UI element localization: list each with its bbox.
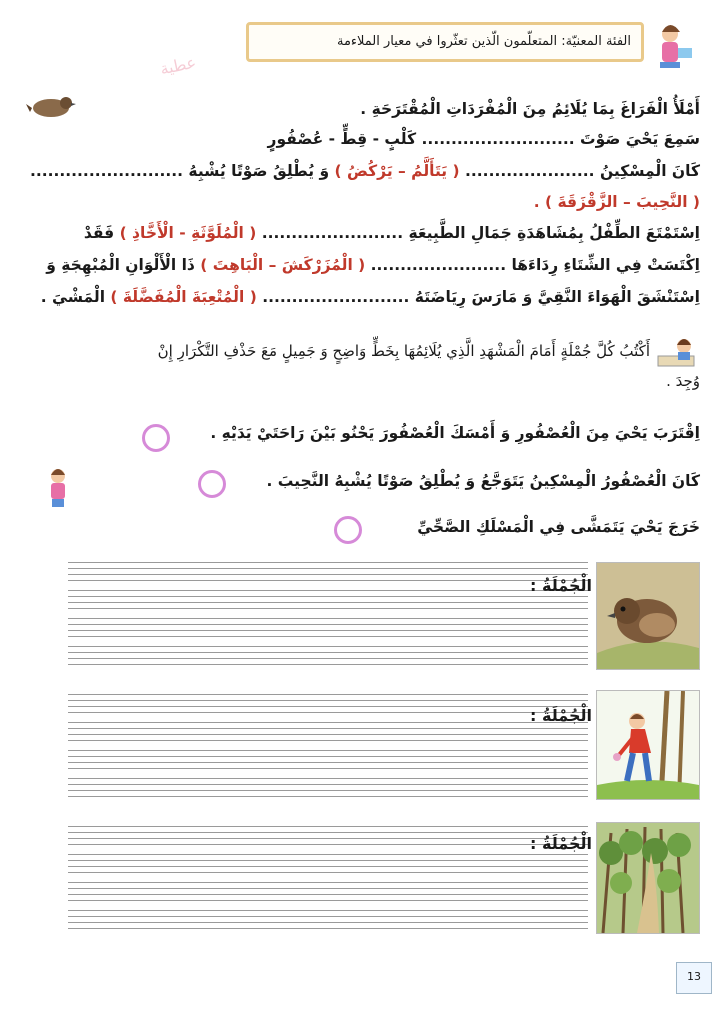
line4-part-a: اِسْتَمْتَعَ الطِّفْلُ بِمُشَاهَدَةِ جَمَالِ الطَّبِيعَةِ ........................ <box>261 224 700 242</box>
exercise1-line5 <box>46 256 700 274</box>
target-group-text: الفئة المعنيّة: المتعلّمون الّذين تعثّروا في معيار الملاءمة <box>336 34 631 49</box>
page-number: 13 <box>676 962 712 994</box>
exercise1-line4 <box>84 224 700 242</box>
sparrow-icon <box>26 90 76 124</box>
exercise1-line6 <box>41 288 700 306</box>
girl-reading-icon <box>648 20 698 90</box>
line5-part-b: ذَا الْأَلْوَانِ الْمُبْهِجَةِ وَ <box>46 256 195 274</box>
exercise2-instruction-1: أَكْتُبُ كُلَّ جُمْلَةٍ أَمَامَ الْمَشْهَدِ الَّذِي يُلَائِمُهَا بِخَطٍّ وَاضِحٍ وَ جَمِيلٍ مَعَ حَذْفِ التَّكْرَارِ إِنْ <box>157 342 650 360</box>
sentence-1: اِقْتَرَبَ يَحْيَ مِنَ الْعُصْفُورِ وَ أَمْسَكَ الْعُصْفُورَ يَحْنُو بَيْنَ رَاحَتَيْ يَدَيْهِ . <box>210 424 700 442</box>
sparrow-picture <box>596 562 700 670</box>
match-circle-3[interactable] <box>334 516 362 544</box>
line6-choice: ( الْمُتْعِبَةَ الْمُفَضَّلَةَ ) <box>110 288 257 306</box>
line2-choice: ( يَتَأَلَّمُ – يَرْكُضُ ) <box>334 162 460 180</box>
line6-part-a: اِسْتَنْشَقَ الْهَوَاءَ النَّقِيَّ وَ مَارَسَ رِيَاضَتَهُ ......................... <box>262 288 700 306</box>
exercise1-line1: سَمِعَ يَحْيَ صَوْتَ .......................... كَلْبٍ - قِطٍّ - عُصْفُورٍ <box>267 130 700 148</box>
sentence-2: كَانَ الْعُصْفُورُ الْمِسْكِينُ يَتَوَجَّعُ وَ يُطْلِقُ صَوْتًا يُشْبِهُ النَّحِيبَ . <box>266 472 700 490</box>
writing-lines-3[interactable] <box>68 826 588 936</box>
writing-lines-2[interactable] <box>68 694 588 804</box>
answer-label-3: الْجُمْلَةُ : <box>530 834 592 853</box>
answer-label-1: الْجُمْلَةُ : <box>530 576 592 595</box>
exercise2-instruction-2: وُجِدَ . <box>666 372 700 390</box>
exercise1-line2 <box>30 162 700 180</box>
girl-icon <box>38 466 78 510</box>
line4-choice: ( الْمُلَوَّثَةِ - الْأَخَّاذِ ) <box>119 224 257 242</box>
line5-choice: ( الْمُزَرْكَشَ – الْبَاهِتَ ) <box>200 256 366 274</box>
target-group-box <box>246 22 644 62</box>
line2-part-b: وَ يُطْلِقُ صَوْتًا يُشْبِهُ .......................... <box>29 162 330 180</box>
watermark: عطية <box>158 52 198 79</box>
exercise1-instruction: أَمْلَأُ الْفَرَاغَ بِمَا يُلَائِمُ مِنَ الْمُفْرَدَاتِ الْمُقْتَرَحَةِ . <box>360 100 700 118</box>
match-circle-1[interactable] <box>142 424 170 452</box>
line5-part-a: اِكْتَسَتْ فِي الشِّتَاءِ رِدَاءَهَا ....................... <box>370 256 700 274</box>
line2-part-a: كَانَ الْمِسْكِينُ ...................... <box>465 162 700 180</box>
answer-label-2: الْجُمْلَةُ : <box>530 706 592 725</box>
sentence-3: خَرَجَ يَحْيَ يَتَمَشَّى فِي الْمَسْلَكِ الصَّحِّيِّ <box>417 518 700 536</box>
boy-picking-picture <box>596 690 700 800</box>
line6-part-b: الْمَشْيَ . <box>40 288 106 306</box>
forest-path-picture <box>596 822 700 934</box>
writing-child-icon <box>654 336 700 370</box>
line4-part-b: فَقَدْ <box>83 224 115 242</box>
exercise1-line3-choice: ( النَّحِيبَ – الزَّقْزَقَةَ ) . <box>533 193 700 211</box>
match-circle-2[interactable] <box>198 470 226 498</box>
writing-lines-1[interactable] <box>68 562 588 672</box>
